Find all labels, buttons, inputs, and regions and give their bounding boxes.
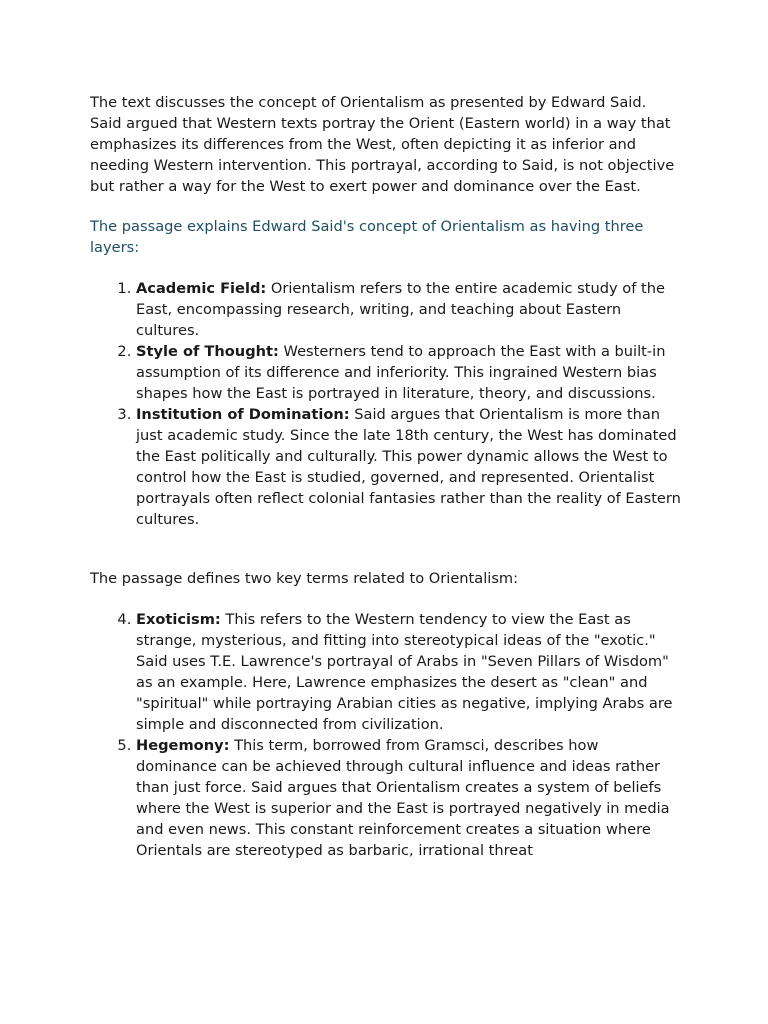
layers-list — [90, 278, 682, 530]
list-item-text: Said argues that Orientalism is more than just academic study. Since the late 18th century, the West has dominated the East politically and culturally. This power dynamic allows the West to control how the East is studied, governed, and represented. Orientalist portrayals often reflect colonial fantasies rather than the reality of Eastern cultures. — [136, 406, 681, 528]
list-item-term: Institution of Domination: — [136, 406, 350, 423]
list-item-term: Exoticism: — [136, 611, 221, 628]
list-item-text: This refers to the Western tendency to view the East as strange, mysterious, and fitting into stereotypical ideas of the "exotic." Said uses T.E. Lawrence's portrayal of Arabs in "Seven Pillars of Wisdom" as an example. Here, Lawrence emphasizes the desert as "clean" and "spiritual" while portraying Arabian cities as negative, implying Arabs are simple and disconnected from civilization. — [136, 611, 673, 733]
list-item — [136, 609, 682, 735]
list-item-text: Orientalism refers to the entire academic study of the East, encompassing research, writing, and teaching about Eastern cultures. — [136, 280, 665, 339]
list-item — [136, 735, 682, 861]
list-item — [136, 404, 682, 530]
list-item-text: This term, borrowed from Gramsci, describes how dominance can be achieved through cultural influence and ideas rather than just force. Said argues that Orientalism creates a system of beliefs where the West is superior and the East is portrayed negatively in media and even news. This constant reinforcement creates a situation where Orientals are stereotyped as barbaric, irrational threat — [136, 737, 670, 859]
terms-list — [90, 609, 682, 861]
terms-heading: The passage defines two key terms related to Orientalism: — [90, 570, 519, 587]
intro-paragraph: The text discusses the concept of Orientalism as presented by Edward Said. Said argued that Western texts portray the Orient (Eastern world) in a way that emphasizes its differences from the West, often depicting it as inferior and needing Western intervention. This portrayal, according to Said, is not objective but rather a way for the West to exert power and dominance over the East. — [90, 94, 675, 195]
list-item — [136, 341, 682, 404]
list-item-term: Style of Thought: — [136, 343, 279, 360]
document-page — [90, 92, 682, 861]
list-item-term: Academic Field: — [136, 280, 267, 297]
layers-heading: The passage explains Edward Said's concept of Orientalism as having three layers: — [90, 218, 644, 256]
list-item-term: Hegemony: — [136, 737, 230, 754]
list-item-text: Westerners tend to approach the East with a built-in assumption of its difference and inferiority. This ingrained Western bias shapes how the East is portrayed in literature, theory, and discussions. — [136, 343, 666, 402]
list-item — [136, 278, 682, 341]
